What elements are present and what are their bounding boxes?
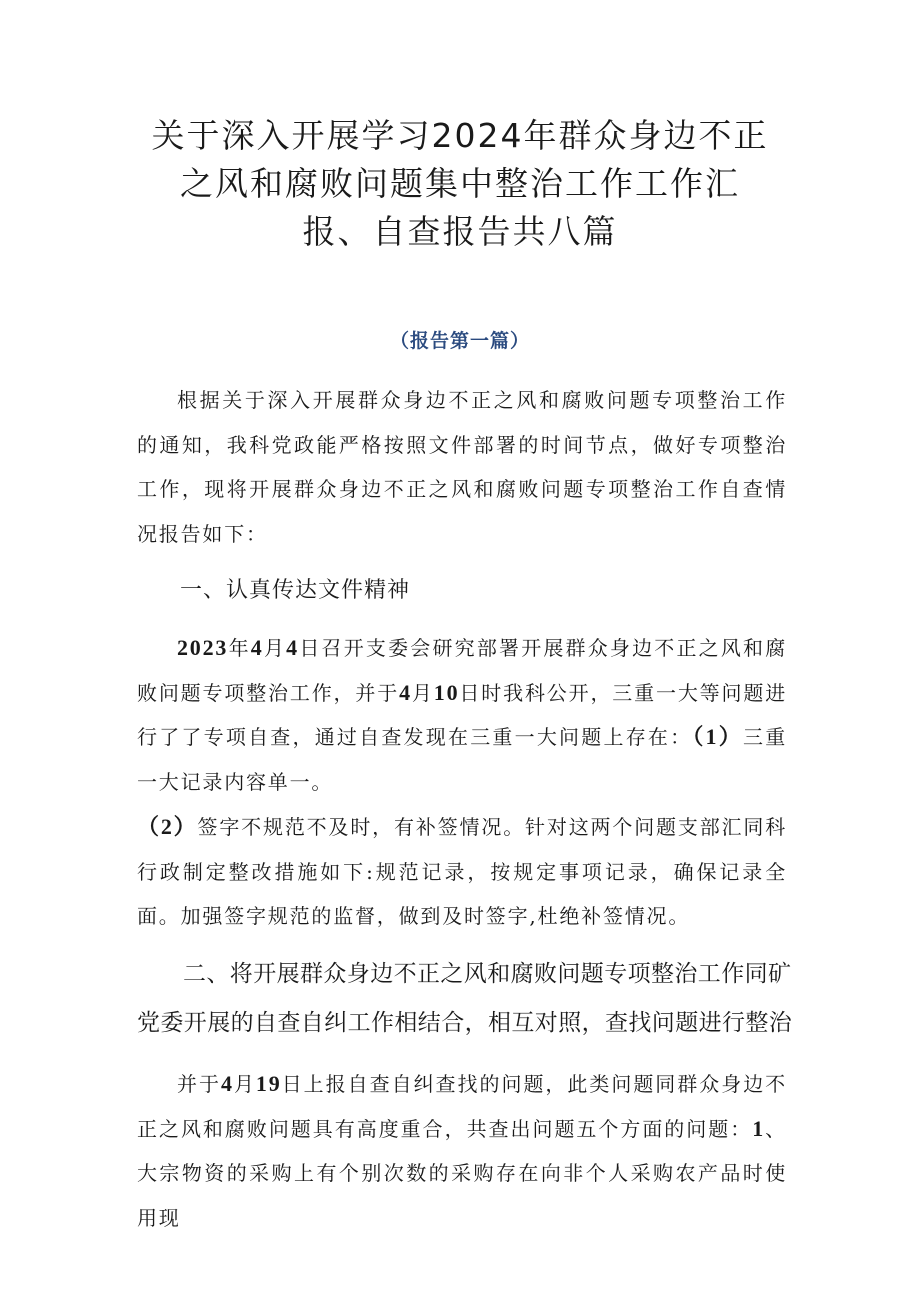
text-span: 月 [411, 680, 434, 705]
text-span: 日时我科公开，三重一大等问题进行了了专项自查，通过自查发现在三重一大问题上存在： [137, 680, 787, 749]
text-span: 年 [228, 636, 251, 660]
document-title: 关于深入开展学习2024年群众身边不正之风和腐败问题集中整治工作工作汇报、自查报告共八篇 [151, 116, 769, 251]
date-number: 2023 [177, 635, 229, 660]
text-span: 月 [263, 636, 287, 660]
list-number: （2） [137, 814, 198, 839]
list-number: （1） [692, 724, 743, 749]
date-number: 4 [220, 1071, 234, 1096]
date-number: 4 [399, 679, 412, 705]
list-number: 1 [752, 1115, 766, 1141]
date-number: 19 [255, 1071, 282, 1096]
text-span: 并于 [177, 1072, 221, 1096]
paragraph-2 [137, 626, 787, 804]
text-span: 签字不规范不及时，有补签情况。针对这两个问题支部汇同科行政制定整改措施如下:规范记录，按规定事项记录，确保记录全面。加强签字规范的监督，做到及时签字,杜绝补签情况。 [137, 815, 787, 928]
date-number: 10 [433, 679, 460, 705]
date-number: 4 [250, 635, 264, 660]
section-subtitle: （报告第一篇） [389, 330, 530, 352]
text-span: 日召开支委会研究部署开展群众身边不正之风和腐败问题专项整治工作，并于 [137, 636, 787, 705]
text-span: 三重一大记录内容单一。 [137, 725, 787, 794]
section-heading-1: 一、认真传达文件精神 [180, 578, 411, 603]
text-span: 日上报自查自纠查找的问题，此类问题同群众身边不正之风和腐败问题具有高度重合，共查出问题五个方面的问题： [137, 1072, 787, 1141]
paragraph-3 [137, 805, 787, 939]
intro-paragraph: 根据关于深入开展群众身边不正之风和腐败问题专项整治工作的通知，我科党政能严格按照文件部署的时间节点，做好专项整治工作，现将开展群众身边不正之风和腐败问题专项整治工作自查情况报告如下： [137, 388, 787, 546]
text-span: 、大宗物资的采购上有个别次数的采购存在向非个人采购农产品时使用现 [137, 1116, 787, 1230]
text-span: 月 [233, 1072, 256, 1096]
paragraph-4 [137, 1062, 787, 1240]
section-heading-2: 二、将开展群众身边不正之风和腐败问题专项整治工作同矿党委开展的自查自纠工作相结合，相互对照，查找问题进行整治 [137, 961, 793, 1036]
date-number: 4 [286, 635, 299, 660]
